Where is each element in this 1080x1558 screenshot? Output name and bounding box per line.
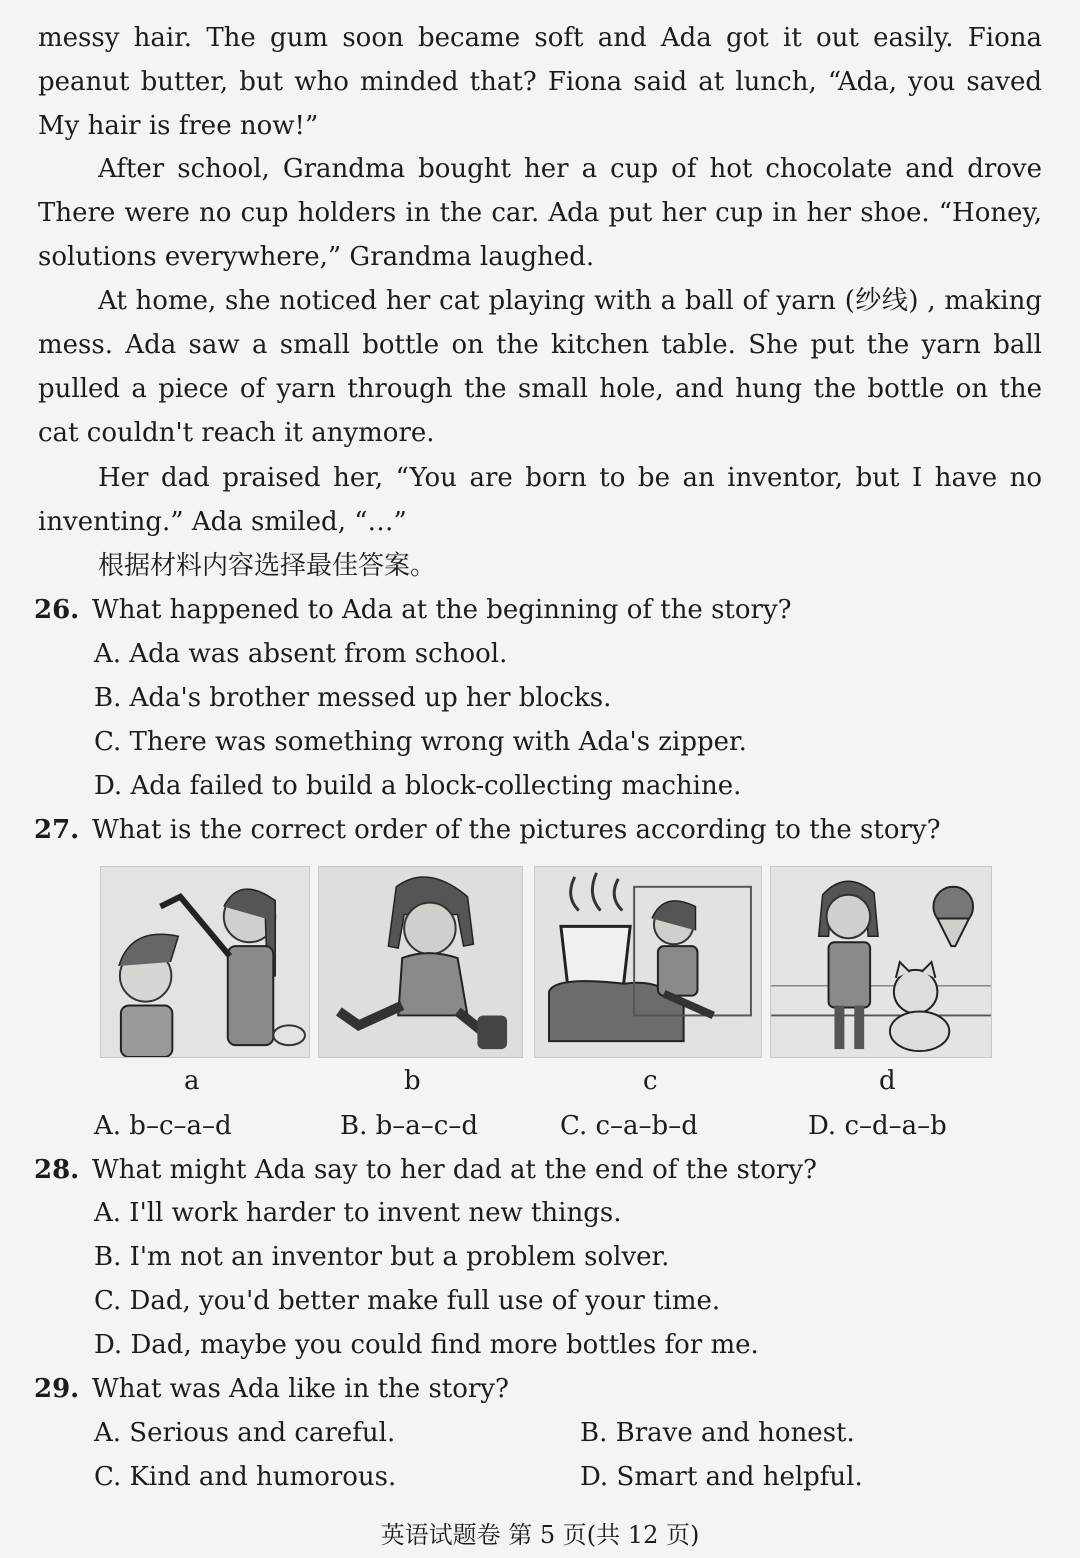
passage-line: Her dad praised her, “You are born to be an inventor, but I have no [98,463,1042,493]
question-number: 26. [34,595,80,625]
question-text: What happened to Ada at the beginning of the story? [92,595,792,625]
question-text: What might Ada say to her dad at the end of the story? [92,1155,817,1185]
option-b: B. Ada's brother messed up her blocks. [94,683,612,713]
picture-a [100,866,310,1058]
passage-line: cat couldn't reach it anymore. [38,418,435,448]
option-c: C. Dad, you'd better make full use of your time. [94,1286,721,1316]
option-a: A. Serious and careful. [94,1418,396,1448]
passage-line: peanut butter, but who minded that? Fiona said at lunch, “Ada, you saved [38,67,1042,97]
passage-line: There were no cup holders in the car. Ada put her cup in her shoe. “Honey, [38,198,1042,228]
passage-line: After school, Grandma bought her a cup of hot chocolate and drove [98,154,1042,184]
passage-line: inventing.” Ada smiled, “…” [38,507,407,537]
question-text: What is the correct order of the pictures according to the story? [92,815,941,845]
passage-line: mess. Ada saw a small bottle on the kitchen table. She put the yarn ball [38,330,1042,360]
option-d: D. Smart and helpful. [580,1462,863,1492]
option-d: D. Dad, maybe you could find more bottles for me. [94,1330,759,1360]
question-number: 29. [34,1374,80,1404]
option-a: A. b–c–a–d [94,1111,232,1141]
picture-d [770,866,992,1058]
passage-line: At home, she noticed her cat playing with a ball of yarn (纱线) , making [98,286,1042,316]
caption-b: b [404,1066,421,1096]
picture-a-illustration [101,867,309,1057]
caption-d: d [879,1066,896,1096]
picture-c [534,866,762,1058]
caption-c: c [643,1066,658,1096]
picture-b [318,866,523,1058]
option-d: D. c–d–a–b [808,1111,947,1141]
option-a: A. I'll work harder to invent new things. [94,1198,622,1228]
option-b: B. Brave and honest. [580,1418,855,1448]
instruction-text: 根据材料内容选择最佳答案。 [98,551,437,581]
picture-d-illustration [771,867,991,1057]
picture-b-illustration [319,867,522,1057]
question-number: 27. [34,815,80,845]
option-b: B. b–a–c–d [340,1111,478,1141]
question-number: 28. [34,1155,80,1185]
page-footer: 英语试题卷 第 5 页(共 12 页) [380,1521,700,1549]
option-c: C. Kind and humorous. [94,1462,397,1492]
option-a: A. Ada was absent from school. [94,639,508,669]
question-text: What was Ada like in the story? [92,1374,509,1404]
option-b: B. I'm not an inventor but a problem solver. [94,1242,670,1272]
passage-line: messy hair. The gum soon became soft and Ada got it out easily. Fiona [38,23,1042,53]
option-c: C. c–a–b–d [560,1111,698,1141]
option-c: C. There was something wrong with Ada's zipper. [94,727,747,757]
passage-line: pulled a piece of yarn through the small hole, and hung the bottle on the [38,374,1042,404]
passage-line: solutions everywhere,” Grandma laughed. [38,242,595,272]
passage-line: My hair is free now!” [38,111,319,141]
option-d: D. Ada failed to build a block-collecting machine. [94,771,742,801]
picture-c-illustration [535,867,761,1057]
caption-a: a [184,1066,200,1096]
